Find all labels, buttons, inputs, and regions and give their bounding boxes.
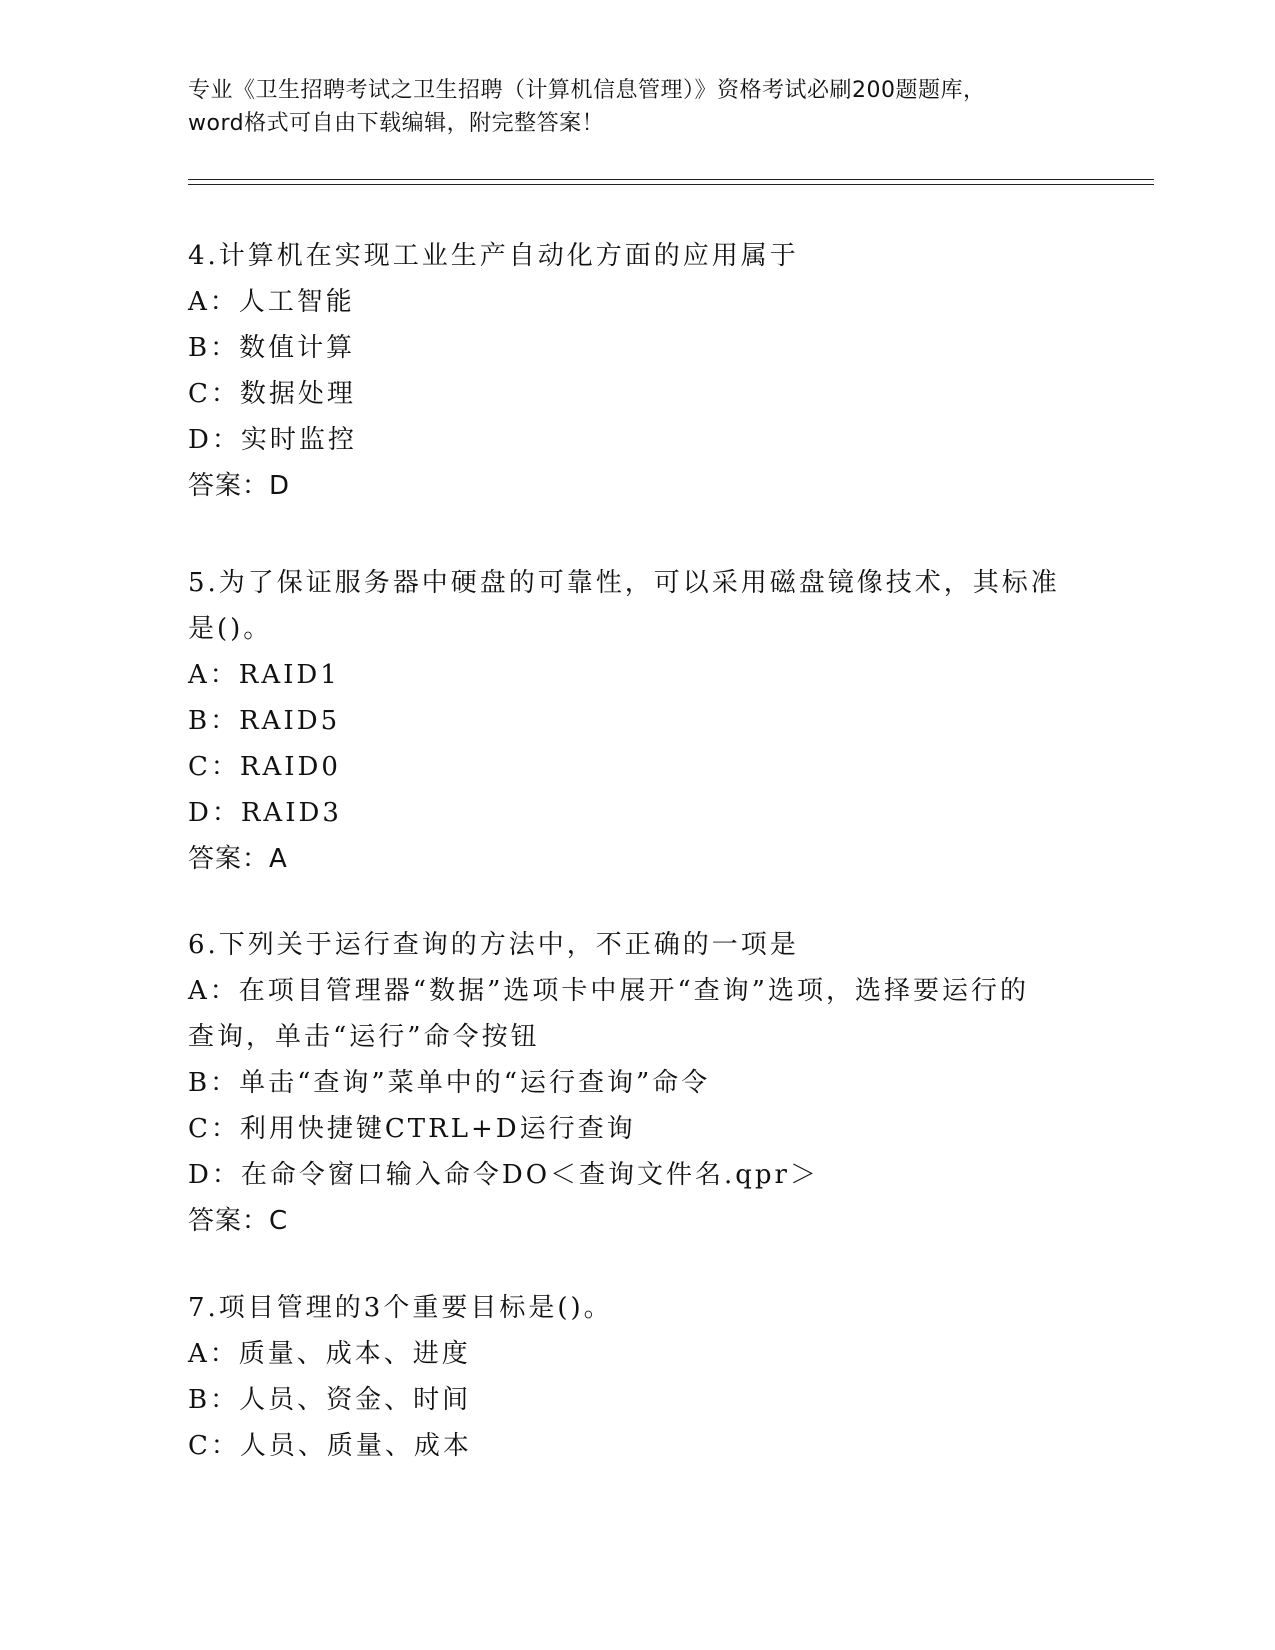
question-text-continued: 是()。 (188, 614, 273, 644)
document-header (188, 74, 1088, 140)
option-d: D：实时监控 (188, 425, 357, 455)
option-a: A：RAID1 (188, 660, 340, 690)
question-7 (188, 1285, 1088, 1469)
option-d: D：RAID3 (188, 798, 342, 828)
answer-text: 答案：D (188, 471, 291, 501)
option-b: B：人员、资金、时间 (188, 1385, 472, 1415)
answer-text: 答案：C (188, 1206, 289, 1236)
question-6 (188, 922, 1088, 1244)
option-c: C：人员、质量、成本 (188, 1431, 472, 1461)
header-divider-top (188, 179, 1154, 180)
question-4 (188, 233, 1088, 509)
header-divider-bottom (188, 184, 1154, 185)
question-text: 4.计算机在实现工业生产自动化方面的应用属于 (188, 241, 799, 271)
option-a-continued: 查询，单击“运行”命令按钮 (188, 1022, 540, 1052)
option-a: A：在项目管理器“数据”选项卡中展开“查询”选项，选择要运行的 (188, 976, 1029, 1006)
question-text: 5.为了保证服务器中硬盘的可靠性，可以采用磁盘镜像技术，其标准 (188, 568, 1060, 598)
option-b: B：RAID5 (188, 706, 341, 736)
option-b: B：单击“查询”菜单中的“运行查询”命令 (188, 1068, 711, 1098)
question-5 (188, 560, 1088, 882)
option-c: C：数据处理 (188, 379, 356, 409)
answer-text: 答案：A (188, 844, 288, 874)
option-c: C：RAID0 (188, 752, 341, 782)
question-text: 7.项目管理的3个重要目标是()。 (188, 1293, 613, 1323)
option-a: A：质量、成本、进度 (188, 1339, 471, 1369)
option-c: C：利用快捷键CTRL+D运行查询 (188, 1114, 636, 1144)
option-a: A：人工智能 (188, 287, 355, 317)
header-title-line-2: word格式可自由下载编辑，附完整答案！ (188, 111, 605, 136)
question-text: 6.下列关于运行查询的方法中，不正确的一项是 (188, 930, 799, 960)
header-title-line-1: 专业《卫生招聘考试之卫生招聘（计算机信息管理）》资格考试必刷200题题库， (188, 78, 986, 103)
option-b: B：数值计算 (188, 333, 356, 363)
option-d: D：在命令窗口输入命令DO＜查询文件名.qpr＞ (188, 1160, 819, 1190)
